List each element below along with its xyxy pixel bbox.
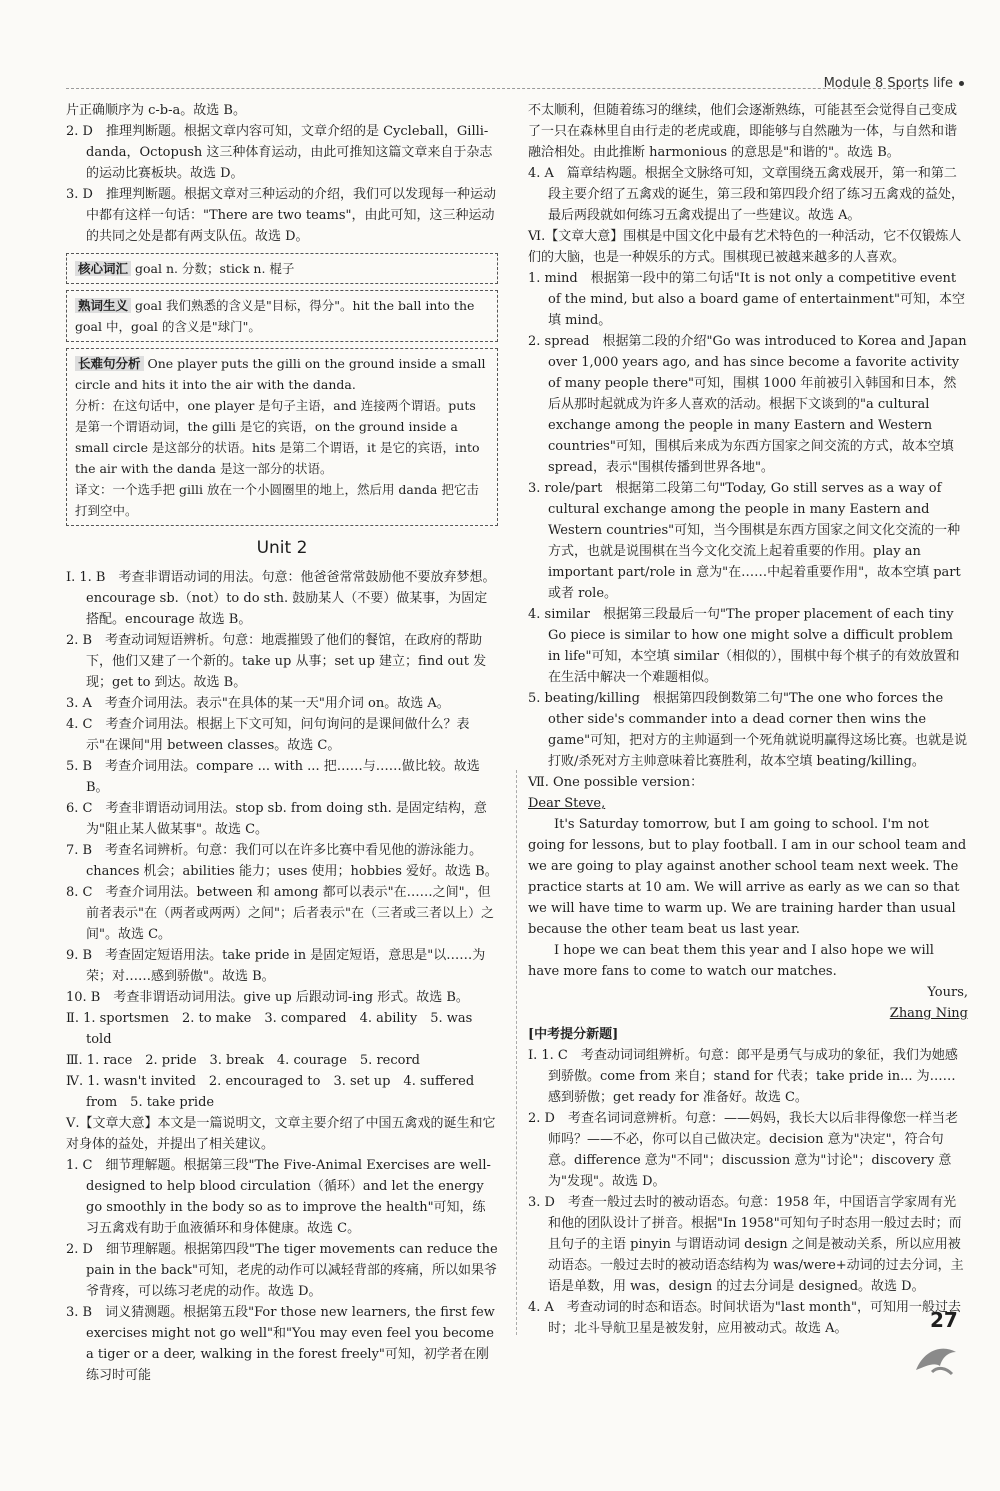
- right-item: 2. spread 根据第二段的介绍"Go was introduced to Korea and Japan over 1,000 years ago, and has since become a favorite activity of many people there"可知，围棋 1000 年前被引入韩国和日本，然后从那时起就成为许多人喜欢的活动。根据下文谈到的"a cultural exchange among the people in many Eastern and Western countries"可知，围棋后来成为东西方国家之间交流的方式，故本空填 spread，表示"围棋传播到世界各地"。: [528, 334, 967, 475]
- answer-item: 9. B 考查固定短语用法。take pride in 是固定短语，意思是"以……为荣；对……感到骄傲"。故选 B。: [66, 948, 486, 984]
- dolphin-icon: [912, 1340, 962, 1380]
- right-item: 4. A 篇章结构题。根据全文脉络可知，文章围绕五禽戏展开，第一和第二段主要介绍了五禽戏的诞生，第三段和第四段介绍了练习五禽戏的益处，最后两段就如何练习五禽戏提出了一些建议。故选 A。: [528, 166, 965, 223]
- long-sentence-box: [66, 348, 498, 526]
- page-number: 27: [930, 1308, 958, 1332]
- right-item: Ⅶ. One possible version：: [528, 775, 704, 790]
- answer-item: Ⅱ. 1. sportsmen 2. to make 3. compared 4. ability 5. was told: [66, 1011, 473, 1047]
- word-meaning-box: [66, 290, 498, 342]
- answer-item: 4. C 考查介词用法。根据上下文可知，问句询问的是课间做什么？表示"在课间"用 between classes。故选 C。: [66, 717, 470, 753]
- answer-item: 5. B 考查介词用法。compare ... with ... 把……与……做比较。故选 B。: [66, 759, 480, 795]
- column-divider: [516, 770, 517, 1335]
- vocab-tag: 核心词汇: [75, 261, 131, 276]
- vocab-text: goal n. 分数；stick n. 棍子: [135, 261, 295, 276]
- word-meaning-tag: 熟词生义: [75, 298, 131, 313]
- long-sentence-tag: 长难句分析: [75, 356, 144, 371]
- long-sentence-line-1: 分析：在这句话中，one player 是句子主语，and 连接两个谓语。puts 是第一个谓语动词，the gilli 是它的宾语，on the ground inside a small circle 是这部分的状语。hits 是第二个谓语，it 是它的宾语，into the air with the danda 是这一部分的状语。: [75, 398, 480, 476]
- answer-item: Ⅴ.【文章大意】本文是一篇说明文，文章主要介绍了中国五禽戏的诞生和它对身体的益处，并提出了相关建议。: [66, 1116, 496, 1152]
- section2-item: 2. D 考查名词词意辨析。句意：——妈妈，我长大以后非得像您一样当老师吗？——不必，你可以自己做决定。decision 意为"决定"，符合句意。difference 意为"不同"；discussion 意为"讨论"；discovery 意为"发现"。故选 D。: [528, 1111, 958, 1189]
- answer-item: Ⅲ. 1. race 2. pride 3. break 4. courage 5. record: [66, 1053, 420, 1068]
- section-title: [中考提分新题]: [528, 1027, 619, 1042]
- long-sentence-line-0: One player puts the gilli on the ground inside a small circle and hits it into the air with the danda.: [75, 356, 486, 392]
- left-line-1: 2. D 推理判断题。根据文章内容可知，文章介绍的是 Cycleball，Gilli-danda，Octopush 这三种体育运动，由此可推知这篇文章来自于杂志的运动比赛板块。故选 D。: [66, 124, 493, 181]
- long-sentence-line-2: 译文：一个选手把 gilli 放在一个小圆圈里的地上，然后用 danda 把它击打到空中。: [75, 482, 479, 518]
- letter-paragraph: It's Saturday tomorrow, but I am going to school. I'm not going for lessons, but to play football. I am in our school team and we are going to play against another school team next week. The practice starts at 10 am. We will arrive as early as we can so that we will have time to warm up. We are training harder than usual because the other team beat us last year.: [528, 817, 967, 937]
- answer-item: 8. C 考查介词用法。between 和 among 都可以表示"在……之间"，但前者表示"在（两者或两两）之间"；后者表示"在（三者或三者以上）之间"。故选 C。: [66, 885, 494, 942]
- answer-item: 3. A 考查介词用法。表示"在具体的某一天"用介词 on。故选 A。: [66, 696, 450, 711]
- unit-title: Unit 2: [256, 538, 308, 558]
- answer-item: 10. B 考查非谓语动词用法。give up 后跟动词-ing 形式。故选 B。: [66, 990, 469, 1005]
- letter-paragraph: I hope we can beat them this year and I also hope we will have more fans to come to watch our matches.: [528, 943, 934, 979]
- header-dot-icon: [959, 81, 964, 86]
- left-line-2: 3. D 推理判断题。根据文章对三种运动的介绍，我们可以发现每一种运动中都有这样一句话："There are two teams"，由此可知，这三种运动的共同之处是都有两支队伍。故选 D。: [66, 187, 496, 244]
- left-line-0: 片正确顺序为 c-b-a。故选 B。: [66, 103, 246, 118]
- answer-item: 1. C 细节理解题。根据第三段"The Five-Animal Exercises are well-designed to help blood circulation（循环）and let the energy go smoothly in the body so as to improve the health"可知，练习五禽戏有助于血液循环和身体健康。故选 C。: [66, 1158, 491, 1236]
- answer-item: 3. B 词义猜测题。根据第五段"For those new learners, the first few exercises might not go well"和"You may even feel you become a tiger or a deer, walking in the forest freely"可知，初学者在刚练习时可能: [66, 1305, 495, 1383]
- letter-closing: Yours,: [927, 985, 968, 1000]
- header-title: Module 8 Sports life: [824, 76, 964, 91]
- vocab-box: [66, 253, 498, 284]
- right-item: Ⅵ.【文章大意】围棋是中国文化中最有艺术特色的一种活动，它不仅锻炼人们的大脑，也是一种娱乐的方式。围棋现已被越来越多的人喜欢。: [528, 229, 962, 265]
- section2-item: 4. A 考查动词的时态和语态。时间状语为"last month"，可知用一般过去时；北斗导航卫星是被发射，应用被动式。故选 A。: [528, 1300, 961, 1336]
- answer-item: 2. B 考查动词短语辨析。句意：地震摧毁了他们的餐馆，在政府的帮助下，他们又建了一个新的。take up 从事；set up 建立；find out 发现；get to 到达。故选 B。: [66, 633, 487, 690]
- section2-item: Ⅰ. 1. C 考查动词词组辨析。句意：郎平是勇气与成功的象征，我们为她感到骄傲。come from 来自；stand for 代表；take pride in... 为……感到骄傲；get ready for 准备好。故选 C。: [528, 1048, 958, 1105]
- right-item: 4. similar 根据第三段最后一句"The proper placement of each tiny Go piece is similar to how one might solve a difficult problem in life"可知，本空填 similar（相似的），围棋中每个棋子的有效放置和在生活中解决一个难题相似。: [528, 607, 960, 685]
- right-item: 1. mind 根据第一段中的第二句话"It is not only a competitive event of the mind, but also a board game of entertainment"可知，本空填 mind。: [528, 271, 965, 328]
- answer-item: 2. D 细节理解题。根据第四段"The tiger movements can reduce the pain in the back"可知，老虎的动作可以减轻背部的疼痛，所以如果爷爷背疼，可以练习老虎的动作。故选 D。: [66, 1242, 498, 1299]
- right-item: 3. role/part 根据第二段第二句"Today, Go still serves as a way of cultural exchange among the people in many Eastern and Western countries"可知，当今围棋是东西方国家之间文化交流的一种方式，也就是说围棋在当今文化交流上起着重要的作用。play an important part/role in 意为"在……中起着重要作用"，故本空填 part 或者 role。: [528, 481, 961, 601]
- answer-item: Ⅳ. 1. wasn't invited 2. encouraged to 3. set up 4. suffered from 5. take pride: [66, 1074, 475, 1110]
- right-item: 不太顺利，但随着练习的继续，他们会逐渐熟练，可能甚至会觉得自己变成了一只在森林里自由行走的老虎或鹿，即能够与自然融为一体，与自然和谐融洽相处。由此推断 harmonious 的意思是"和谐的"。故选 B。: [528, 103, 958, 160]
- answer-item: Ⅰ. 1. B 考查非谓语动词的用法。句意：他爸爸常常鼓励他不要放弃梦想。encourage sb.（not）to do sth. 鼓励某人（不要）做某事，为固定搭配。encourage 故选 B。: [66, 570, 496, 627]
- section2-item: 3. D 考查一般过去时的被动语态。句意：1958 年，中国语言学家周有光和他的团队设计了拼音。根据"In 1958"可知句子时态用一般过去时；而且句子的主语 pinyin 与谓语动词 design 之间是被动关系，所以应用被动语态。一般过去时的被动语态结构为 was/were+动词的过去分词，主语是单数，用 was，design 的过去分词是 designed。故选 D。: [528, 1195, 964, 1294]
- right-column: [528, 100, 968, 1339]
- answer-item: 7. B 考查名词辨析。句意：我们可以在许多比赛中看见他的游泳能力。chances 机会；abilities 能力；uses 使用；hobbies 爱好。故选 B。: [66, 843, 498, 879]
- right-item: 5. beating/killing 根据第四段倒数第二句"The one who forces the other side's commander into a dead corner then wins the game"可知，把对方的主帅逼到一个死角就说明赢得这场比赛。也就是说打败/杀死对方主帅意味着比赛胜利，故本空填 beating/killing。: [528, 691, 968, 769]
- header-rule: [66, 88, 926, 89]
- left-column: [66, 100, 498, 1386]
- letter-salutation: Dear Steve,: [528, 796, 606, 811]
- word-meaning-text: goal 我们熟悉的含义是"目标，得分"。hit the ball into the goal 中，goal 的含义是"球门"。: [75, 298, 475, 334]
- letter-signature: Zhang Ning: [889, 1006, 968, 1021]
- answer-item: 6. C 考查非谓语动词用法。stop sb. from doing sth. 是固定结构，意为"阻止某人做某事"。故选 C。: [66, 801, 487, 837]
